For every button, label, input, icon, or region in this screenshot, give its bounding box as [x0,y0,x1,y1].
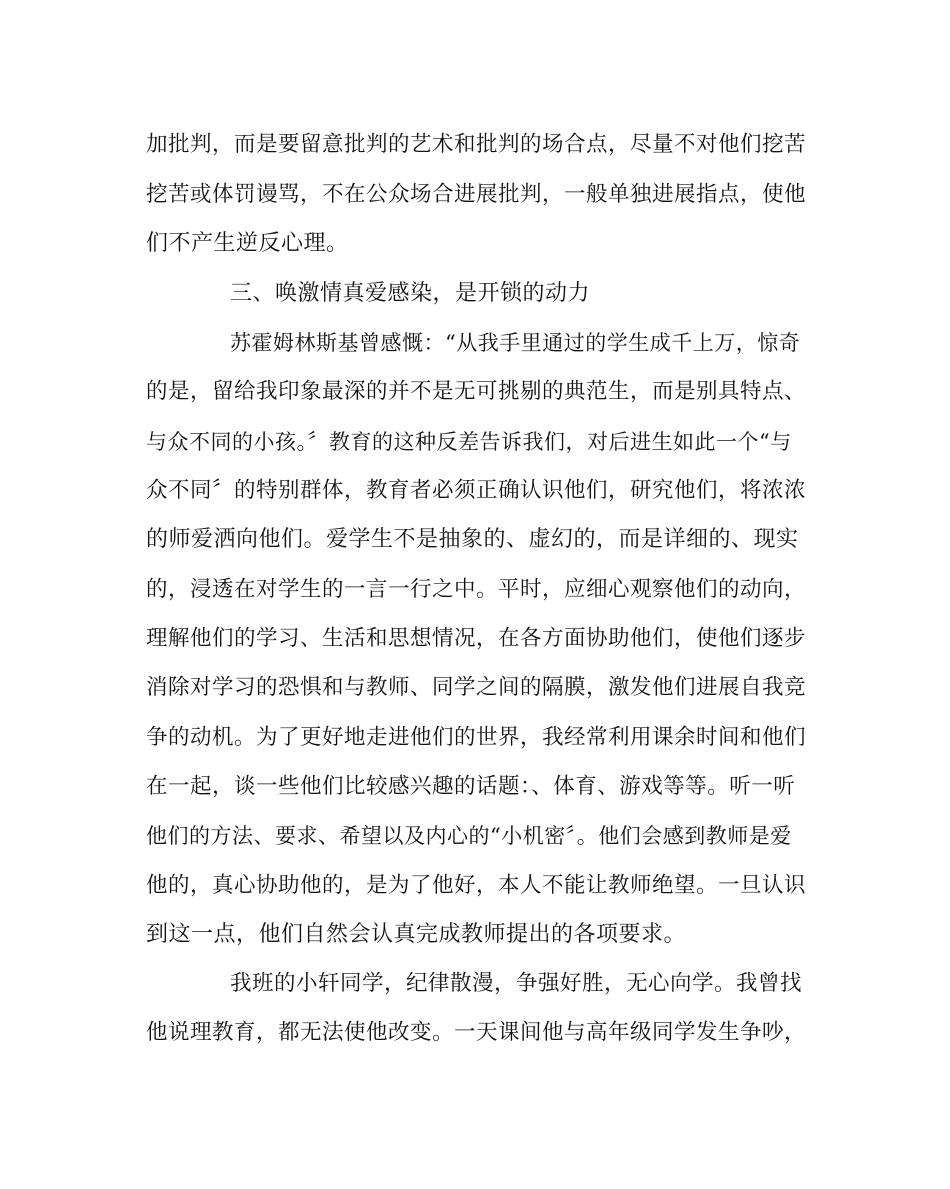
paragraph-line: 他的，真心协助他的，是为了他好，本人不能让教师绝望。一旦认识 [146,873,807,898]
paragraph-line: 在一起，谈一些他们比较感兴趣的话题：、体育、游戏等等。听一听 [146,774,796,799]
paragraph-line: 的师爱洒向他们。爱学生不是抽象的、虚幻的，而是详细的、现实 [146,527,799,552]
paragraph-line: 我班的小轩同学，纪律散漫，争强好胜，无心向学。我曾找 [230,971,803,996]
paragraph-line: 理解他们的学习、生活和思想情况，在各方面协助他们，使他们逐步 [146,626,807,651]
paragraph-line: 加批判，而是要留意批判的艺术和批判的场合点，尽量不对他们挖苦 [146,132,807,157]
paragraph-line: 的，浸透在对学生的一言一行之中。平时，应细心观察他们的动向， [146,577,807,602]
paragraph-line: 到这一点，他们自然会认真完成教师提出的各项要求。 [146,922,687,947]
section-heading: 三、唤激情真爱感染，是开锁的动力 [230,281,591,306]
paragraph-line: 们不产生逆反心理。 [146,231,349,256]
paragraph-line: 消除对学习的恐惧和与教师、同学之间的隔膜，激发他们进展自我竞 [146,675,807,700]
paragraph-line: 的是，留给我印象最深的并不是无可挑剔的典范生，而是别具特点、 [146,379,807,404]
paragraph-line: 挖苦或体罚谩骂，不在公众场合进展批判，一般单独进展指点，使他 [146,182,807,207]
paragraph-line: 苏霍姆林斯基曾感慨：“从我手里通过的学生成千上万，惊奇 [230,331,801,355]
paragraph-line: 他说理教育，都无法使他改变。一天课间他与高年级同学发生争吵， [146,1020,807,1045]
paragraph-line: 争的动机。为了更好地走进他们的世界，我经常利用课余时间和他们 [146,725,807,750]
paragraph-line: 与众不同的小孩。〞教育的这种反差告诉我们，对后进生如此一个“与 [146,430,792,454]
paragraph-line: 他们的方法、要求、希望以及内心的“小机密〞。他们会感到教师是爱 [146,824,792,848]
paragraph-line: 众不同〞的特别群体，教育者必须正确认识他们，研究他们，将浓浓 [146,478,807,503]
